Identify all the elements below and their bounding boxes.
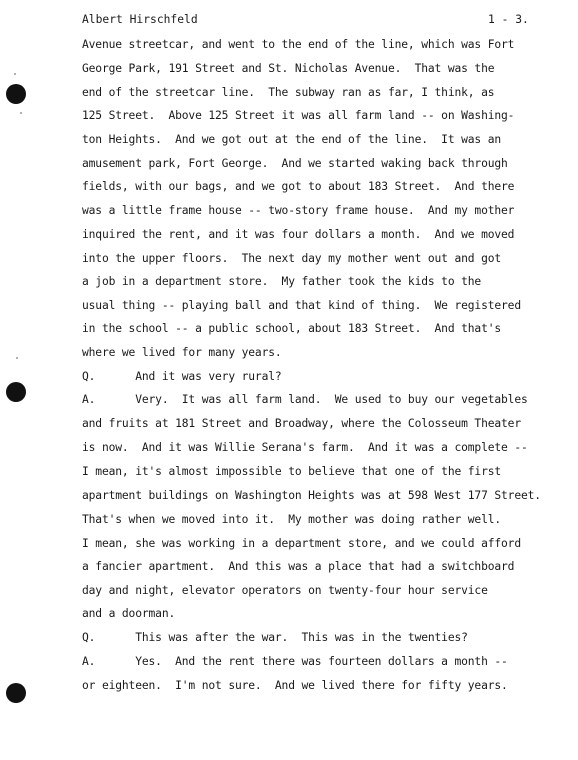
text-line: into the upper floors. The next day my mother went out and got — [82, 252, 502, 265]
text-line: fields, with our bags, and we got to about 183 Street. And there — [82, 180, 515, 193]
text-line: 125 Street. Above 125 Street it was all farm land -- on Washing- — [82, 109, 515, 122]
binder-hole-top — [6, 84, 26, 104]
text-line: Q. And it was very rural? — [82, 370, 282, 383]
text-line: amusement park, Fort George. And we started waking back through — [82, 157, 508, 170]
text-line: usual thing -- playing ball and that kind of thing. We registered — [82, 299, 521, 312]
binder-hole-middle — [6, 382, 26, 402]
binder-hole-bottom — [6, 683, 26, 703]
text-line: I mean, it's almost impossible to believe that one of the first — [82, 465, 502, 478]
text-line: inquired the rent, and it was four dollars a month. And we moved — [82, 228, 515, 241]
header-name: Albert Hirschfeld — [82, 13, 198, 26]
text-line: Avenue streetcar, and went to the end of the line, which was Fort — [82, 38, 515, 51]
text-line: end of the streetcar line. The subway ran as far, I think, as — [82, 86, 495, 99]
text-line: day and night, elevator operators on twenty-four hour service — [82, 584, 488, 597]
text-line: where we lived for many years. — [82, 346, 282, 359]
text-line: a job in a department store. My father took the kids to the — [82, 275, 482, 288]
text-line: and fruits at 181 Street and Broadway, where the Colosseum Theater — [82, 417, 521, 430]
text-line: I mean, she was working in a department store, and we could afford — [82, 537, 521, 550]
scan-speck — [16, 357, 18, 359]
scan-speck — [20, 112, 22, 114]
text-line: A. Yes. And the rent there was fourteen dollars a month -- — [82, 655, 508, 668]
text-line: a fancier apartment. And this was a place that had a switchboard — [82, 560, 515, 573]
text-line: in the school -- a public school, about 183 Street. And that's — [82, 322, 502, 335]
text-line: was a little frame house -- two-story frame house. And my mother — [82, 204, 515, 217]
text-line: and a doorman. — [82, 607, 176, 620]
text-line: A. Very. It was all farm land. We used to buy our vegetables — [82, 393, 528, 406]
text-line: apartment buildings on Washington Heights was at 598 West 177 Street. — [82, 489, 541, 502]
page-number: 1 - 3. — [488, 13, 529, 26]
text-line: or eighteen. I'm not sure. And we lived there for fifty years. — [82, 679, 508, 692]
text-line: George Park, 191 Street and St. Nicholas Avenue. That was the — [82, 62, 495, 75]
text-line: That's when we moved into it. My mother was doing rather well. — [82, 513, 502, 526]
scan-speck — [14, 73, 16, 75]
text-line: ton Heights. And we got out at the end of the line. It was an — [82, 133, 502, 146]
text-line: is now. And it was Willie Serana's farm. And it was a complete -- — [82, 441, 528, 454]
text-line: Q. This was after the war. This was in the twenties? — [82, 631, 468, 644]
